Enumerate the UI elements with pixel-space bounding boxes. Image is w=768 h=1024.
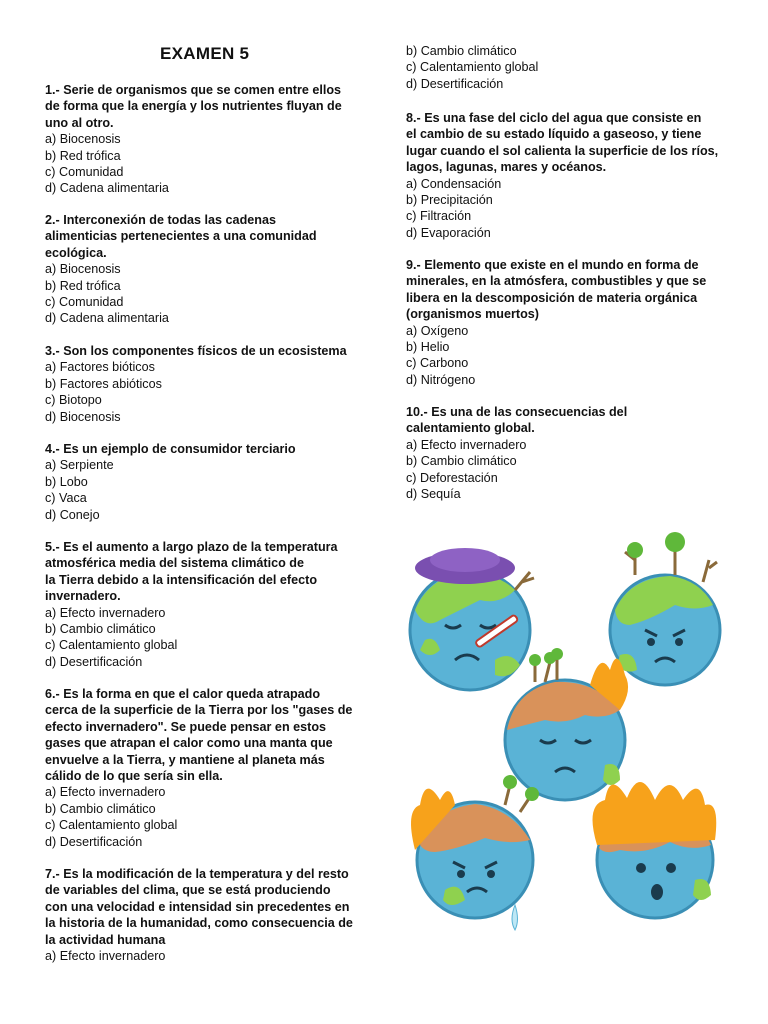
option-a: a) Biocenosis — [45, 132, 121, 147]
option-d: d) Desertificación — [45, 654, 143, 669]
question-2 — [45, 212, 365, 327]
option-c: c) Filtración — [406, 209, 472, 224]
option-a: a) Serpiente — [45, 458, 114, 473]
question-1 — [45, 82, 365, 197]
question-9 — [406, 257, 736, 388]
shocked-earth-icon — [593, 782, 717, 918]
question-stem: 10.- Es una de las consecuencias del calentamiento global. — [406, 405, 628, 436]
option-d: d) Conejo — [45, 507, 100, 522]
question-stem: 2.- Interconexión de todas las cadenas alimenticias pertenecientes a una comunidad ecológica. — [45, 213, 317, 260]
option-d: d) Evaporación — [406, 225, 491, 240]
option-a: a) Efecto invernadero — [45, 605, 166, 620]
option-d: d) Nitrógeno — [406, 372, 476, 387]
option-a: a) Biocenosis — [45, 262, 121, 277]
burning-earth-icon — [505, 648, 628, 800]
question-stem: 9.- Elemento que existe en el mundo en forma de minerales, en la atmósfera, combustibles y que se libera en la descomposición de materia orgánica (organismos muertos) — [406, 258, 707, 322]
question-7-continued — [406, 43, 736, 92]
option-c: c) Comunidad — [45, 295, 124, 310]
page-title: EXAMEN 5 — [160, 44, 250, 63]
option-c: c) Biotopo — [45, 393, 102, 408]
option-b: b) Precipitación — [406, 193, 493, 208]
question-3 — [45, 343, 365, 425]
option-c: c) Comunidad — [45, 165, 124, 180]
sick-earth-icon — [410, 548, 534, 690]
option-c: c) Calentamiento global — [45, 638, 178, 653]
earth-characters-illustration — [400, 530, 730, 950]
option-b: b) Cambio climático — [45, 622, 156, 637]
option-a: a) Oxígeno — [406, 323, 469, 338]
option-b: b) Helio — [406, 340, 450, 355]
option-d: d) Desertificación — [406, 76, 504, 91]
question-stem: 5.- Es el aumento a largo plazo de la temperatura atmosférica media del sistema climático de la Tierra debido a la intensificación del efecto invernadero. — [45, 540, 338, 604]
option-b: b) Cambio climático — [45, 801, 156, 816]
option-a: a) Condensación — [406, 176, 502, 191]
option-c: c) Carbono — [406, 356, 469, 371]
question-7 — [45, 866, 365, 964]
question-6 — [45, 686, 365, 850]
option-c: c) Vaca — [45, 491, 87, 506]
option-b: b) Red trófica — [45, 148, 121, 163]
option-a: a) Efecto invernadero — [45, 949, 166, 964]
question-10 — [406, 404, 736, 502]
option-c: c) Calentamiento global — [406, 60, 539, 75]
question-stem: 3.- Son los componentes físicos de un ecosistema — [45, 344, 347, 358]
option-a: a) Factores bióticos — [45, 360, 155, 375]
option-c: c) Deforestación — [406, 470, 498, 485]
crying-earth-icon — [411, 775, 539, 930]
question-4 — [45, 441, 365, 523]
question-stem: 7.- Es la modificación de la temperatura y del resto de variables del clima, que se está produciendo con una velocidad e intensidad sin precedentes en la historia de la humanidad, como consecuencia de la actividad humana — [45, 867, 353, 947]
option-d: d) Sequía — [406, 487, 461, 502]
question-8 — [406, 110, 736, 241]
option-d: d) Cadena alimentaria — [45, 311, 169, 326]
option-b: b) Factores abióticos — [45, 376, 162, 391]
question-stem: 4.- Es un ejemplo de consumidor terciario — [45, 442, 296, 456]
question-stem: 1.- Serie de organismos que se comen entre ellos de forma que la energía y los nutrientes fluyan de uno al otro. — [45, 83, 342, 130]
option-b: b) Cambio climático — [406, 44, 517, 58]
sad-earth-icon — [610, 532, 720, 685]
question-stem: 6.- Es la forma en que el calor queda atrapado cerca de la superficie de la Tierra por los "gases de efecto invernadero". Se puede pensar en estos gases que atrapan el calor como una manta que envuelve a la Tierra, y mantiene al planeta más cálido de lo que sería sin ella. — [45, 687, 353, 784]
option-b: b) Red trófica — [45, 278, 121, 293]
option-c: c) Calentamiento global — [45, 818, 178, 833]
option-a: a) Efecto invernadero — [45, 785, 166, 800]
option-b: b) Lobo — [45, 474, 88, 489]
option-d: d) Desertificación — [45, 834, 143, 849]
question-stem: 8.- Es una fase del ciclo del agua que consiste en el cambio de su estado líquido a gaseoso, y tiene lugar cuando el sol calienta la superficie de los ríos, lagos, lagunas, mares y océanos. — [406, 111, 719, 175]
question-5 — [45, 539, 365, 670]
option-b: b) Cambio climático — [406, 454, 517, 469]
option-d: d) Cadena alimentaria — [45, 181, 169, 196]
option-a: a) Efecto invernadero — [406, 437, 527, 452]
option-d: d) Biocenosis — [45, 409, 121, 424]
